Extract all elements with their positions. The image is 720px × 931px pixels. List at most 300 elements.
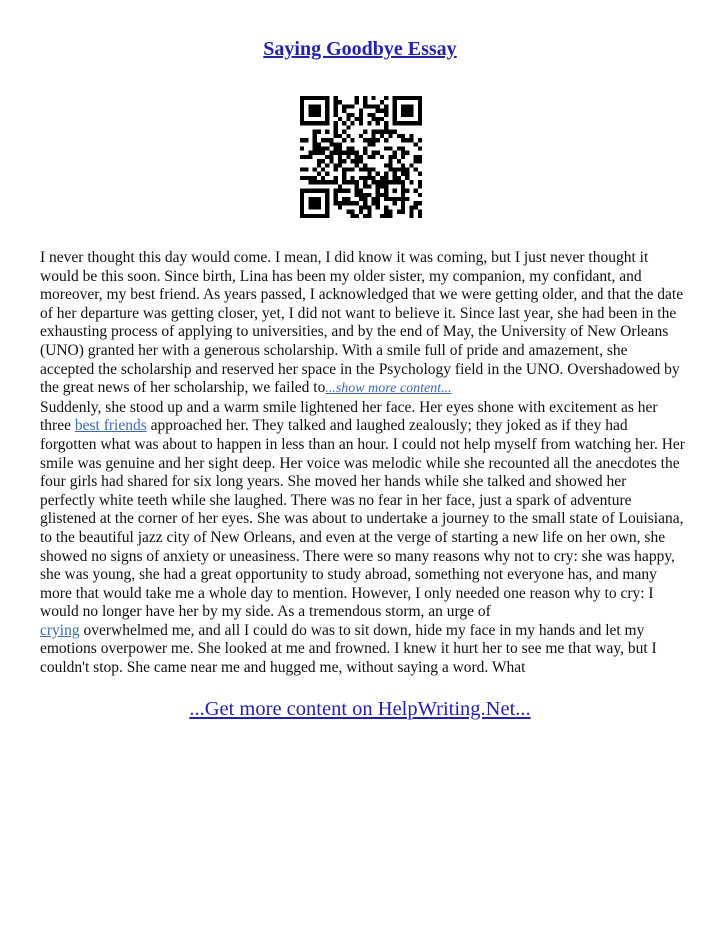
qr-module [405,168,409,172]
qr-module [334,193,338,197]
qr-module [329,142,333,146]
qr-module [372,168,376,172]
qr-module [414,155,418,159]
qr-module [342,197,346,201]
qr-module [313,96,317,100]
qr-module [313,151,317,155]
qr-module [359,193,363,197]
qr-module [300,146,304,150]
qr-module [338,117,342,121]
qr-module [384,96,388,100]
qr-module [342,121,346,125]
qr-module [304,176,308,180]
qr-module [350,159,354,163]
qr-module [334,180,338,184]
qr-module [325,146,329,150]
qr-module [342,109,346,113]
qr-module [388,155,392,159]
qr-module [300,193,304,197]
qr-module [372,134,376,138]
qr-module [325,201,329,205]
qr-module [363,197,367,201]
qr-module [414,142,418,146]
qr-module [384,214,388,218]
qr-module [317,214,321,218]
qr-module [384,125,388,129]
qr-module [325,180,329,184]
qr-module [363,104,367,108]
qr-module [338,189,342,193]
qr-module [359,197,363,201]
qr-module [359,189,363,193]
qr-module [405,197,409,201]
qr-module [355,201,359,205]
qr-module [321,180,325,184]
qr-module [363,201,367,205]
qr-module [372,117,376,121]
qr-module [304,155,308,159]
qr-module [401,113,405,117]
qr-module [300,168,304,172]
qr-module [317,205,321,209]
qr-module [334,130,338,134]
qr-module [363,180,367,184]
show-more-link[interactable]: ...show more content... [325,381,452,397]
qr-module [342,104,346,108]
qr-module [384,197,388,201]
qr-module [359,155,363,159]
qr-module [397,197,401,201]
qr-module [380,180,384,184]
qr-module [393,201,397,205]
qr-module [367,138,371,142]
qr-module [380,184,384,188]
qr-module [384,113,388,117]
qr-module [342,159,346,163]
qr-module [372,155,376,159]
qr-module [409,180,413,184]
qr-module [334,151,338,155]
qr-module [397,210,401,214]
qr-module [313,104,317,108]
qr-module [350,104,354,108]
qr-module [350,214,354,218]
qr-module [359,168,363,172]
qr-module [388,180,392,184]
qr-module [359,134,363,138]
qr-module [418,138,422,142]
qr-module [355,96,359,100]
qr-module [409,113,413,117]
qr-module [308,104,312,108]
qr-module [308,205,312,209]
qr-module [363,138,367,142]
qr-module [338,155,342,159]
qr-module [418,180,422,184]
essay-text-part-3: approached her. They talked and laughed zealously; they joked as if they had forgotten what was about to happen in less than an hour. I could not help myself from watching her. Her smile was genuine and her sight deep. Her voice was melodic while she recounted all the anecdotes the four girls had shared for six long years. She moved her hands while she talked and showed her perfectly white teeth while she laughed. There was no fear in her face, just a spark of adventure glistened at the corner of her eyes. She was about to undertake a journey to the small state of Louisiana, to the beautiful jazz city of New Orleans, and even at the verge of starting a new life on her own, she showed no signs of anxiety or uneasiness. There were so many reasons why not to cry: she was happy, she was young, she had a great opportunity to study abroad, something not everyone has, and many more that would take me a whole day to mention. However, I only needed one reason why to cry: I would no longer have her by my side. As a tremendous storm, an urge of [40,417,685,621]
qr-module [317,151,321,155]
qr-module [325,205,329,209]
qr-module [359,205,363,209]
qr-module [376,184,380,188]
qr-module [372,130,376,134]
qr-module [363,163,367,167]
qr-module [401,138,405,142]
qr-module [304,189,308,193]
qr-module [313,168,317,172]
qr-module [397,96,401,100]
qr-module [372,142,376,146]
qr-module [300,155,304,159]
qr-module [393,96,397,100]
qr-module [300,201,304,205]
qr-module [418,210,422,214]
qr-module [388,197,392,201]
qr-module [321,168,325,172]
qr-module [334,163,338,167]
qr-module [380,176,384,180]
qr-module [393,189,397,193]
qr-module [355,214,359,218]
qr-module [393,109,397,113]
qr-module [338,159,342,163]
qr-module [300,109,304,113]
qr-module [350,151,354,155]
qr-module [363,100,367,104]
qr-module [376,180,380,184]
qr-module [317,142,321,146]
qr-module [393,168,397,172]
qr-module [321,159,325,163]
qr-module [401,201,405,205]
qr-module [418,104,422,108]
qr-module [384,104,388,108]
qr-module [363,146,367,150]
qr-module [414,205,418,209]
qr-module [384,193,388,197]
qr-module [342,151,346,155]
qr-module [300,214,304,218]
qr-module [393,172,397,176]
qr-module [397,168,401,172]
qr-module [355,184,359,188]
qr-module [334,100,338,104]
qr-module [313,176,317,180]
qr-module [414,201,418,205]
qr-module [346,151,350,155]
qr-module [338,100,342,104]
qr-module [372,113,376,117]
qr-module [401,155,405,159]
qr-module [300,138,304,142]
qr-module [401,197,405,201]
qr-module [338,184,342,188]
qr-module [355,151,359,155]
qr-module [397,134,401,138]
qr-module [380,130,384,134]
qr-module [325,189,329,193]
best-friends-link[interactable]: best friends [74,417,147,435]
qr-module [313,205,317,209]
qr-module [376,138,380,142]
qr-module [304,138,308,142]
qr-module [304,121,308,125]
qr-module [393,104,397,108]
qr-module [300,189,304,193]
qr-module [350,176,354,180]
qr-module [308,214,312,218]
qr-module [380,155,384,159]
qr-module [393,176,397,180]
qr-module [367,113,371,117]
qr-module [418,121,422,125]
qr-module [418,117,422,121]
qr-module [405,189,409,193]
qr-module [397,121,401,125]
qr-module [334,125,338,129]
qr-module [308,109,312,113]
essay-text-part-2: Suddenly, she stood up and a warm smile lightened her face. Her eyes shone with excitement as her three [40,398,658,435]
qr-module [329,159,333,163]
qr-module [409,138,413,142]
qr-module [393,155,397,159]
qr-module [334,201,338,205]
qr-module [300,113,304,117]
qr-module [393,113,397,117]
qr-module [376,172,380,176]
qr-module [350,138,354,142]
qr-module [334,176,338,180]
qr-module [325,155,329,159]
qr-module [317,113,321,117]
qr-module [355,117,359,121]
qr-module [363,168,367,172]
qr-module [300,117,304,121]
qr-module [380,109,384,113]
qr-module [367,121,371,125]
qr-module [346,125,350,129]
qr-module [325,109,329,113]
qr-module [304,168,308,172]
qr-module [313,189,317,193]
qr-module [325,163,329,167]
get-more-content-link[interactable]: ...Get more content on HelpWriting.Net... [189,698,531,720]
qr-module [405,151,409,155]
qr-module [317,163,321,167]
qr-module [300,104,304,108]
qr-module [308,180,312,184]
qr-module [418,193,422,197]
qr-module [334,121,338,125]
qr-module [367,210,371,214]
qr-module [418,184,422,188]
qr-module [393,117,397,121]
qr-module [376,104,380,108]
qr-module [401,172,405,176]
qr-module [367,168,371,172]
qr-module [409,109,413,113]
qr-module [384,184,388,188]
qr-module [334,146,338,150]
qr-module [376,205,380,209]
qr-module [384,172,388,176]
qr-module [342,180,346,184]
qr-module [384,146,388,150]
qr-module [384,121,388,125]
qr-module [367,214,371,218]
qr-module [313,146,317,150]
qr-module [338,151,342,155]
qr-module [418,201,422,205]
qr-module [338,205,342,209]
qr-module [418,100,422,104]
qr-module [355,163,359,167]
qr-module [401,205,405,209]
qr-module [384,176,388,180]
essay-text-part-1: I never thought this day would come. I mean, I did know it was coming, but I just never thought it would be this soon. Since birth, Lina has been my older sister, my companion, my confidant, and moreover, my best friend. As years passed, I acknowledged that we were getting older, and that the date of her departure was getting closer, yet, I did not want to believe it. Since last year, she had been in the exhausting process of applying to universities, and by the end of May, the University of New Orleans (UNO) granted her with a generous scholarship. With a smile full of pride and amazement, she accepted the scholarship and reserved her space in the Psychology field in the UNO. Overshadowed by the great news of her scholarship, we failed to [40,249,684,397]
qr-module [367,184,371,188]
qr-module [317,180,321,184]
qr-module [338,142,342,146]
qr-module [384,163,388,167]
qr-module [317,172,321,176]
qr-module [334,189,338,193]
qr-module [355,189,359,193]
qr-module [338,201,342,205]
qr-module [350,210,354,214]
qr-module [367,155,371,159]
qr-module [317,96,321,100]
qr-module [321,214,325,218]
qr-module [313,113,317,117]
qr-module [401,193,405,197]
qr-module [350,146,354,150]
qr-module [418,159,422,163]
qr-module [409,96,413,100]
qr-module [405,172,409,176]
qr-module [317,197,321,201]
qr-module [325,210,329,214]
qr-module [409,214,413,218]
qr-module [418,109,422,113]
qr-module [300,176,304,180]
qr-module [401,121,405,125]
qr-module [367,193,371,197]
page-title[interactable]: Saying Goodbye Essay [263,38,457,60]
qr-module [384,189,388,193]
qr-module [329,138,333,142]
qr-module [317,104,321,108]
qr-module [363,184,367,188]
qr-module [414,168,418,172]
qr-module [376,197,380,201]
qr-module [376,109,380,113]
qr-module [401,189,405,193]
qr-module [359,109,363,113]
qr-module [304,96,308,100]
qr-module [380,100,384,104]
qr-module [325,96,329,100]
qr-module [325,121,329,125]
qr-module [342,201,346,205]
qr-module [380,134,384,138]
qr-module [393,180,397,184]
qr-module [409,104,413,108]
qr-module [384,138,388,142]
qr-module [376,130,380,134]
qr-module [405,121,409,125]
qr-module [372,197,376,201]
qr-module [401,210,405,214]
qr-module [313,134,317,138]
qr-module [334,113,338,117]
qr-module [317,109,321,113]
qr-module [313,138,317,142]
qr-module [363,151,367,155]
qr-module [388,168,392,172]
qr-module [405,113,409,117]
qr-module [308,151,312,155]
qr-module [325,214,329,218]
crying-link[interactable]: crying [40,621,80,639]
qr-module [418,172,422,176]
qr-module [317,146,321,150]
qr-module [367,104,371,108]
qr-module [346,117,350,121]
qr-module [321,121,325,125]
qr-module [300,197,304,201]
qr-module [313,197,317,201]
qr-module [393,151,397,155]
qr-module [363,193,367,197]
qr-module [313,121,317,125]
qr-module [355,180,359,184]
qr-module [338,163,342,167]
qr-module [367,176,371,180]
qr-module [308,155,312,159]
qr-module [401,146,405,150]
qr-module [317,121,321,125]
qr-module [409,205,413,209]
qr-module [334,142,338,146]
qr-module [321,151,325,155]
qr-module [329,180,333,184]
qr-module [355,100,359,104]
qr-module [313,109,317,113]
qr-module [401,109,405,113]
qr-module [342,176,346,180]
qr-module [350,168,354,172]
qr-module [334,168,338,172]
qr-module [384,109,388,113]
qr-module [334,134,338,138]
qr-module [334,104,338,108]
qr-module [329,151,333,155]
qr-module [308,201,312,205]
qr-module [313,214,317,218]
qr-module [405,96,409,100]
qr-module [409,134,413,138]
qr-module [418,155,422,159]
qr-module [384,180,388,184]
qr-module [300,121,304,125]
qr-code-icon [300,96,422,218]
qr-module [388,163,392,167]
qr-module [342,172,346,176]
qr-module [376,189,380,193]
qr-module [372,180,376,184]
qr-module [342,138,346,142]
